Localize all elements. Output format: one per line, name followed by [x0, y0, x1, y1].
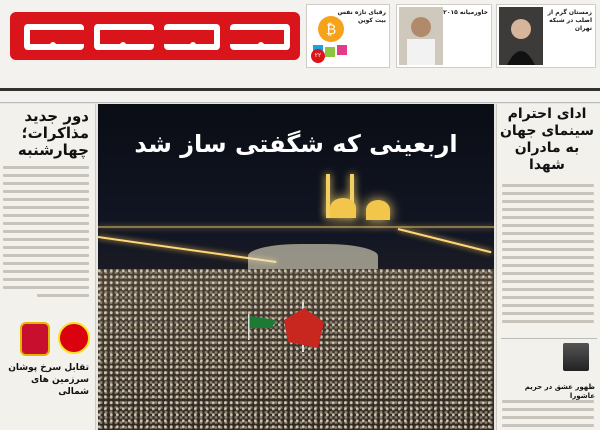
- teaser-title: زمستان گرم از اصلب در شبکه تهران: [547, 9, 592, 32]
- teaser-winter[interactable]: [496, 4, 596, 68]
- text-line: [502, 312, 594, 315]
- text-line: [3, 222, 89, 225]
- masthead: [0, 0, 600, 92]
- portrait-photo-icon: [399, 7, 443, 65]
- text-line: [502, 240, 594, 243]
- text-line: [502, 264, 594, 267]
- column-title[interactable]: ظهور عشق در حریم عاشورا: [524, 383, 595, 400]
- text-line: [502, 272, 594, 275]
- liverpool-crest-icon: [20, 322, 50, 356]
- left-body-text: [3, 166, 89, 302]
- text-line: [502, 248, 594, 251]
- text-line: [3, 278, 89, 281]
- masthead-subbar: [0, 91, 600, 103]
- teaser-middle-east[interactable]: [396, 4, 492, 68]
- svg-text:₿: ₿: [325, 22, 337, 38]
- text-line: [502, 320, 594, 323]
- text-line: [502, 416, 594, 419]
- text-line: [502, 200, 594, 203]
- text-line: [502, 304, 594, 307]
- teaser-title: خاورمیانه ۲۰۱۵: [443, 9, 488, 16]
- green-flag-icon: [248, 314, 278, 340]
- left-headline[interactable]: دور جدید مذاکرات؛ چهارشنبه: [17, 107, 89, 159]
- text-line: [37, 294, 89, 297]
- light-string: [98, 226, 494, 228]
- text-line: [502, 224, 594, 227]
- text-line: [3, 262, 89, 265]
- red-flag-icon: [280, 302, 326, 352]
- sports-caption[interactable]: تقابل سرخ پوشان سرزمین های شمالی: [8, 363, 89, 397]
- text-line: [502, 280, 594, 283]
- text-line: [3, 182, 89, 185]
- text-line: [502, 184, 594, 187]
- main-headline[interactable]: اربعینی که شگفتی ساز شد: [134, 130, 458, 158]
- text-line: [502, 208, 594, 211]
- text-line: [3, 214, 89, 217]
- text-line: [502, 216, 594, 219]
- text-line: [3, 246, 89, 249]
- teaser-bitcoin[interactable]: [306, 4, 390, 68]
- logo-plate: [10, 12, 300, 60]
- text-line: [3, 198, 89, 201]
- text-line: [3, 270, 89, 273]
- shrine-dome: [366, 200, 390, 220]
- text-line: [3, 286, 89, 289]
- text-line: [502, 288, 594, 291]
- arbaeen-photo[interactable]: [98, 104, 494, 430]
- text-line: [502, 256, 594, 259]
- column-author: [501, 338, 597, 374]
- text-line: [502, 296, 594, 299]
- text-line: [3, 166, 89, 169]
- text-line: [3, 174, 89, 177]
- text-line: [502, 400, 594, 403]
- text-line: [502, 232, 594, 235]
- text-line: [502, 424, 594, 427]
- shrine-dome: [330, 198, 356, 218]
- text-line: [3, 206, 89, 209]
- text-line: [502, 408, 594, 411]
- light-string: [398, 228, 492, 253]
- right-headline[interactable]: ادای احترام سینمای جهان به مادران شهدا: [499, 106, 595, 173]
- right-body-text: [502, 184, 594, 328]
- page-number-badge: ۲۲: [311, 49, 325, 63]
- text-line: [3, 230, 89, 233]
- teaser-title: رقبای تازه نفس بیت کوین: [337, 9, 386, 24]
- text-line: [3, 190, 89, 193]
- left-column: [0, 104, 96, 430]
- portrait-photo-icon: [499, 7, 543, 65]
- right-column: [496, 104, 600, 430]
- newspaper-logo[interactable]: [4, 6, 304, 68]
- text-line: [3, 254, 89, 257]
- manchester-united-crest-icon: [58, 322, 90, 354]
- text-line: [502, 192, 594, 195]
- column-body-text: [502, 400, 594, 430]
- text-line: [3, 238, 89, 241]
- author-avatar: [563, 343, 589, 371]
